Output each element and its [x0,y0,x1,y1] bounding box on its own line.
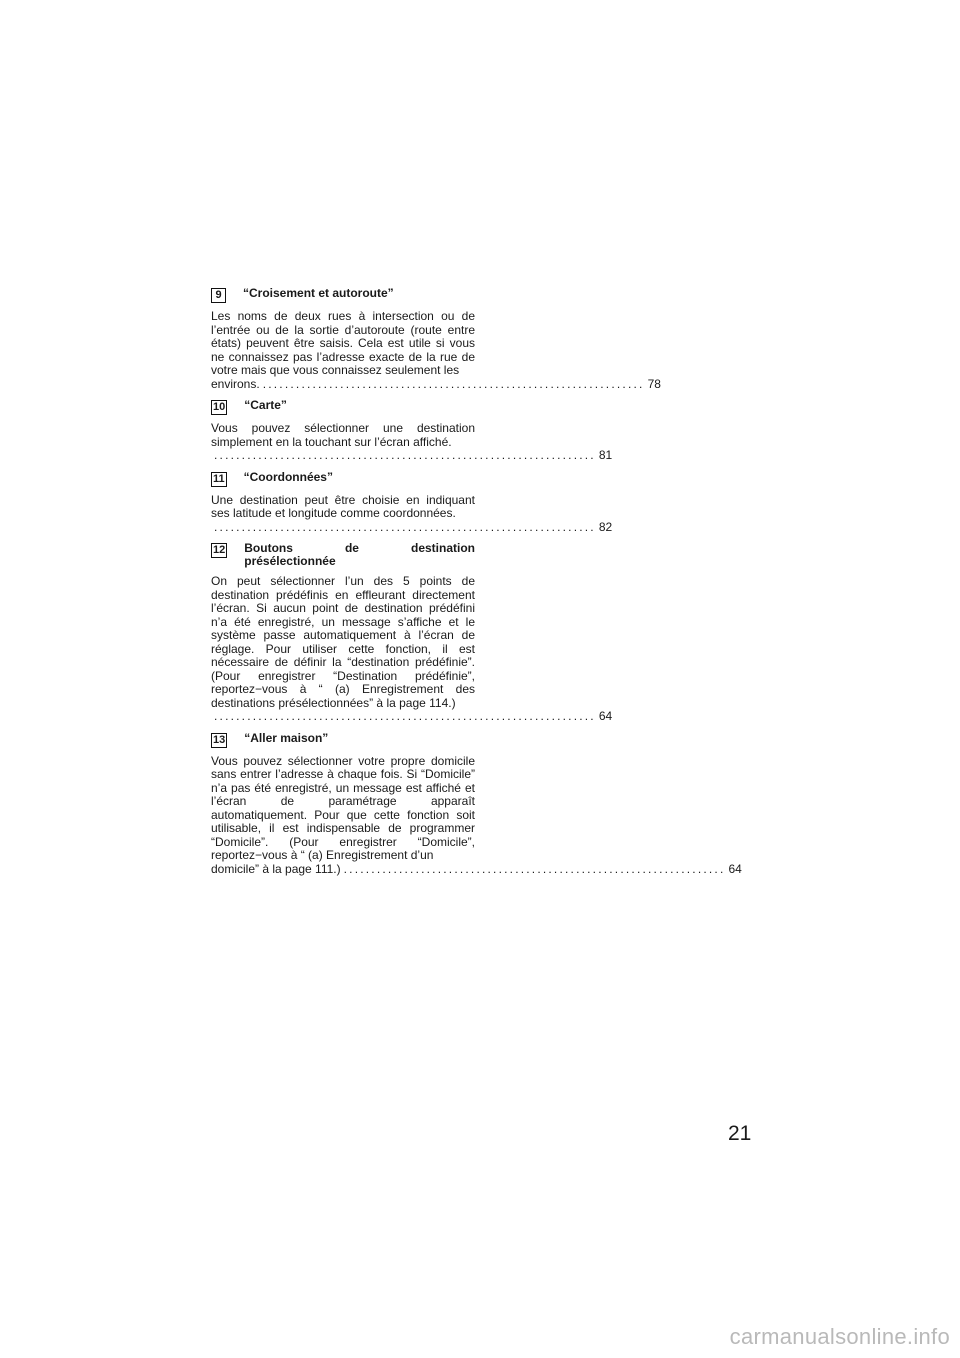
page-reference: 82 [598,519,613,534]
entry-header [211,542,475,568]
entry-description: Les noms de deux rues à intersection ou de l’entrée ou de la sortie d’autoroute (route entre états) peuvent être saisis. Cela est utile si vous ne connaissez pas l’adresse exacte de la rue de votre mais que vous connaissez seulement les [211,309,475,377]
entry-10 [211,398,613,463]
page-reference: 81 [598,448,613,462]
dot-leader: ..................................................................... [214,448,596,462]
leader-text: domicile” à la page 111.) [211,861,341,876]
entry-title: “Croisement et autoroute” [243,286,394,300]
entry-title-word: de [344,541,359,555]
entry-number-box: 13 [213,733,226,746]
entry-description: Vous pouvez sélectionner une destination simplement en la touchant sur l’écran affiché. [211,421,475,449]
content-column [211,286,742,884]
entry-title: “Carte” [244,398,287,412]
entry-description: On peut sélectionner l’un des 5 points de destination prédéfinis en effleurant directement l’écran. Si aucun point de destination prédéfini n’a été enregistré, un message s’affiche et le système passe automatiquement à l’écran de réglage. Pour utiliser cette fonction, il est nécessaire de définir la “destination prédéfinie”. (Pour enregistrer “Destination prédéfinie”, reportez−vous à “ (a) Enregistrement des destinations présélectionnées” à la page 114.) [211,574,475,710]
entry-header [211,399,475,415]
entry-title: “Coordonnées” [243,469,333,484]
dot-leader: ..................................................................... [343,861,726,876]
entry-description: Une destination peut être choisie en indiquant ses latitude et longitude comme coordonnées. [211,492,475,520]
page-reference-line [211,448,613,463]
entry-title [244,542,475,568]
entry-header [211,732,475,748]
entry-number-box: 12 [213,544,226,556]
entry-number-box: 10 [213,401,226,413]
entry-9 [211,286,661,391]
dot-leader: ..................................................................... [214,519,596,534]
page-number: 21 [728,1122,752,1145]
entry-header [211,287,475,303]
page-reference: 78 [647,376,661,391]
page-reference: 64 [728,861,742,876]
dot-leader: ..................................................................... [262,376,645,391]
leader-text: environs. [211,376,260,391]
entry-description: Vous pouvez sélectionner votre propre domicile sans entrer l’adresse à chaque fois. Si “Domicile” n’a pas été enregistré, un message est affiché et l’écran de paramétrage apparaît automatiquement. Pour que cette fonction soit utilisable, il est indispensable de programmer “Domicile”. (Pour enregistrer “Domicile”, reportez−vous à “ (a) Enregistrement d’un [211,753,475,862]
dot-leader: ..................................................................... [214,709,596,723]
page-reference-line [211,861,742,877]
page-reference-line [211,709,613,724]
entry-title-line-2: présélectionnée [244,554,336,568]
entry-11 [211,469,613,535]
entry-title-word: Boutons [244,541,293,555]
watermark: carmanualsonline.info [729,1324,950,1349]
entry-title-word: destination [410,541,475,555]
page-reference: 64 [598,709,613,723]
entry-13 [211,730,742,877]
entry-header [211,471,475,487]
page-reference-line [211,376,661,392]
entry-number-box: 11 [213,472,225,485]
entry-title: “Aller maison” [244,730,329,745]
entry-number-box: 9 [211,288,226,303]
page-reference-line [211,519,613,535]
entry-12 [211,541,613,724]
